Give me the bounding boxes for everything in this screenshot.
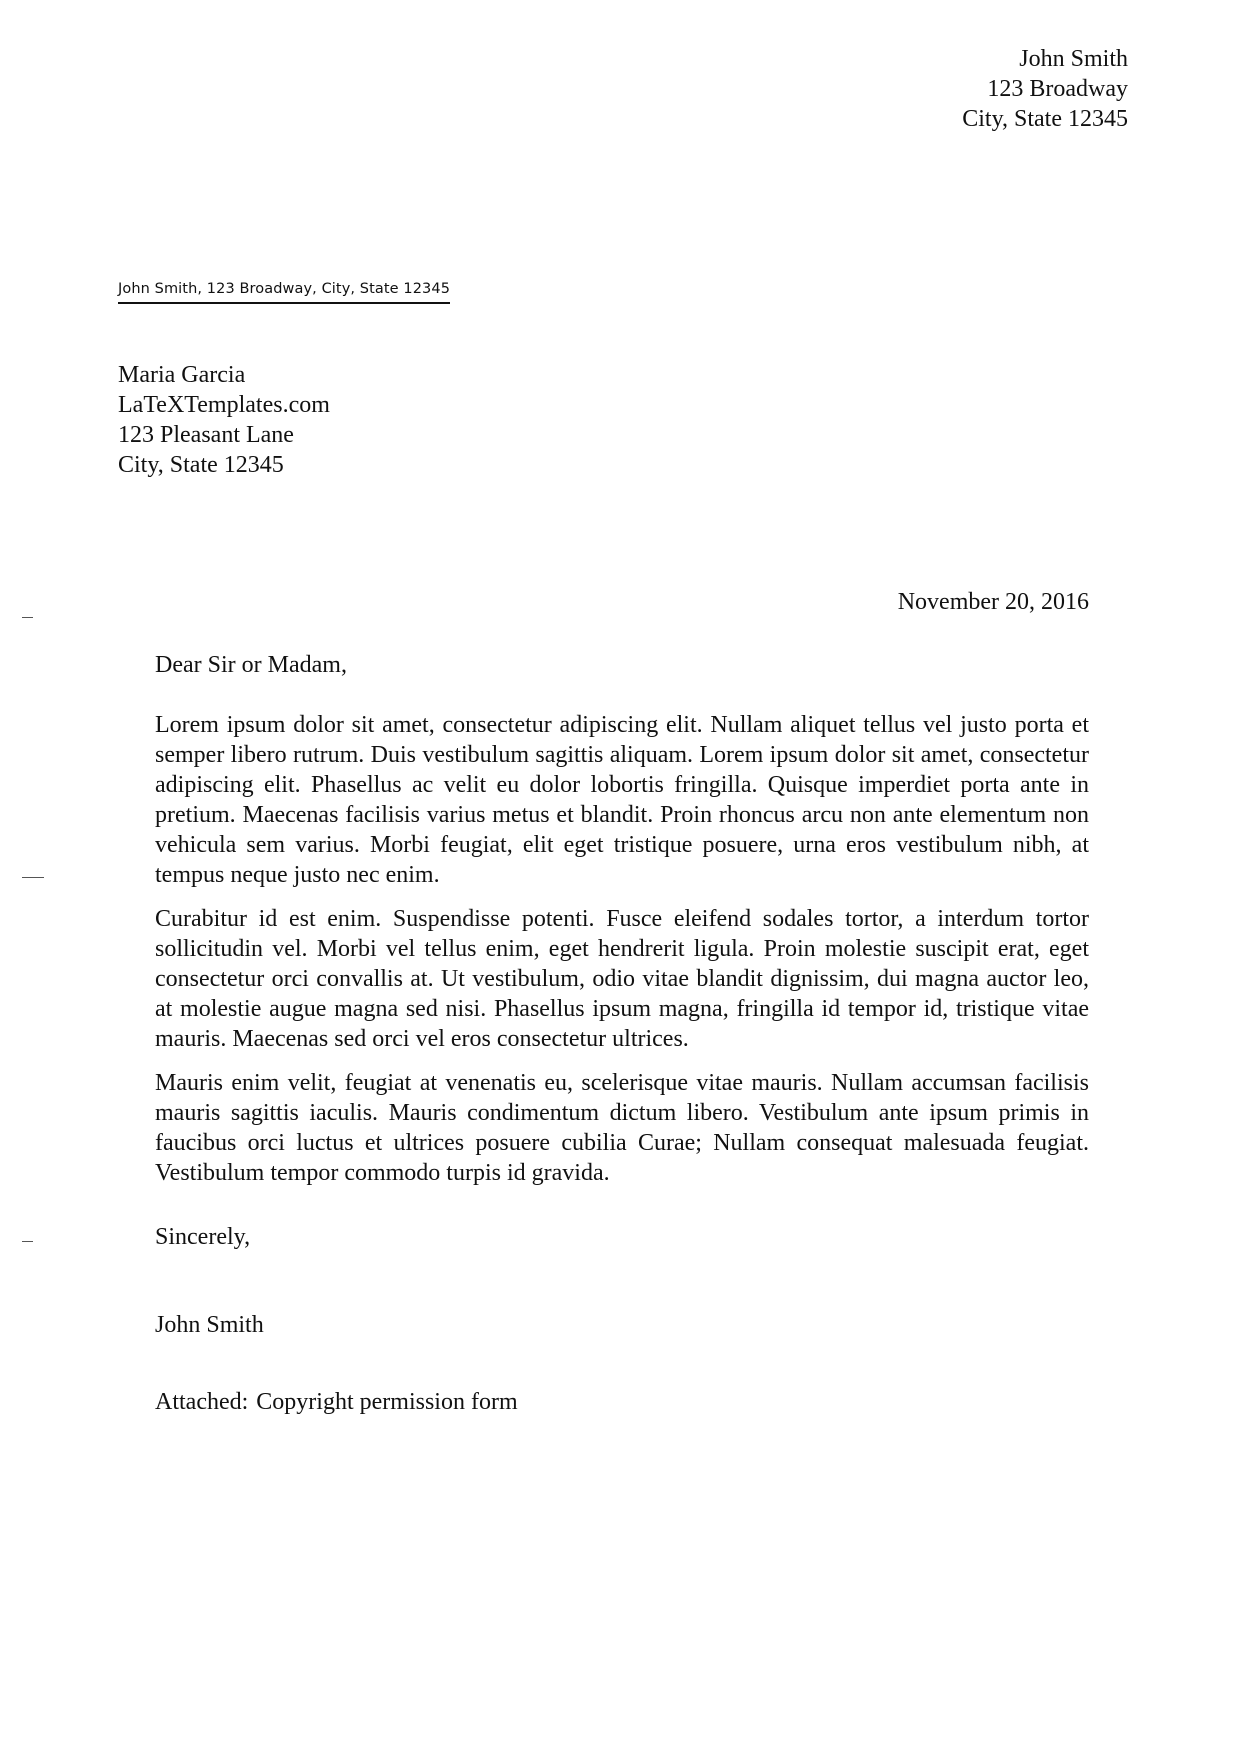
enclosure-line — [155, 1387, 1089, 1417]
recipient-street: 123 Pleasant Lane — [118, 422, 294, 448]
enclosure-label: Attached: — [155, 1389, 249, 1415]
sender-city: City, State 12345 — [962, 106, 1128, 132]
enclosure-text: Copyright permission form — [256, 1389, 518, 1415]
sender-street: 123 Broadway — [987, 76, 1128, 102]
punch-hole-mark — [22, 877, 44, 878]
closing: Sincerely, — [155, 1224, 251, 1250]
recipient-city: City, State 12345 — [118, 452, 284, 478]
body-paragraph: Curabitur id est enim. Suspendisse potenti. Fusce eleifend sodales tortor, a interdum tortor sollicitudin vel. Morbi vel tellus enim, eget hendrerit ligula. Proin molestie suscipit erat, eget consectetur orci convallis at. Ut vestibulum, odio vitae blandit dignissim, dui magna auctor leo, at molestie augue magna sed nisi. Phasellus ipsum magna, fringilla id tempor id, tristique vitae mauris. Maecenas sed orci vel eros consectetur ultrices. — [155, 906, 1089, 1052]
return-address-line: John Smith, 123 Broadway, City, State 12345 — [118, 280, 450, 304]
signature-name: John Smith — [155, 1312, 264, 1338]
letter-body — [155, 710, 1089, 1202]
sender-name: John Smith — [1019, 46, 1128, 72]
sender-address — [962, 44, 1128, 134]
body-paragraph: Lorem ipsum dolor sit amet, consectetur adipiscing elit. Nullam aliquet tellus vel justo porta et semper libero rutrum. Duis vestibulum sagittis aliquam. Lorem ipsum dolor sit amet, consectetur adipiscing elit. Phasellus ac velit eu dolor lobortis fringilla. Quisque imperdiet porta ante in pretium. Maecenas facilisis varius metus et blandit. Proin rhoncus arcu non ante elementum non vehicula sem varius. Morbi feugiat, elit eget tristique posuere, urna eros vestibulum nibh, at tempus neque justo nec enim. — [155, 712, 1089, 888]
recipient-name: Maria Garcia — [118, 362, 246, 388]
fold-mark-top — [22, 617, 33, 618]
recipient-company: LaTeXTemplates.com — [118, 392, 330, 418]
body-paragraph: Mauris enim velit, feugiat at venenatis eu, scelerisque vitae mauris. Nullam accumsan facilisis mauris sagittis iaculis. Mauris condimentum dictum libero. Vestibulum ante ipsum primis in faucibus orci luctus et ultrices posuere cubilia Curae; Nullam consequat malesuada feugiat. Vestibulum tempor commodo turpis id gravida. — [155, 1070, 1089, 1186]
fold-mark-bottom — [22, 1241, 33, 1242]
letter-date: November 20, 2016 — [897, 589, 1089, 615]
salutation: Dear Sir or Madam, — [155, 652, 347, 678]
recipient-address — [118, 360, 330, 480]
